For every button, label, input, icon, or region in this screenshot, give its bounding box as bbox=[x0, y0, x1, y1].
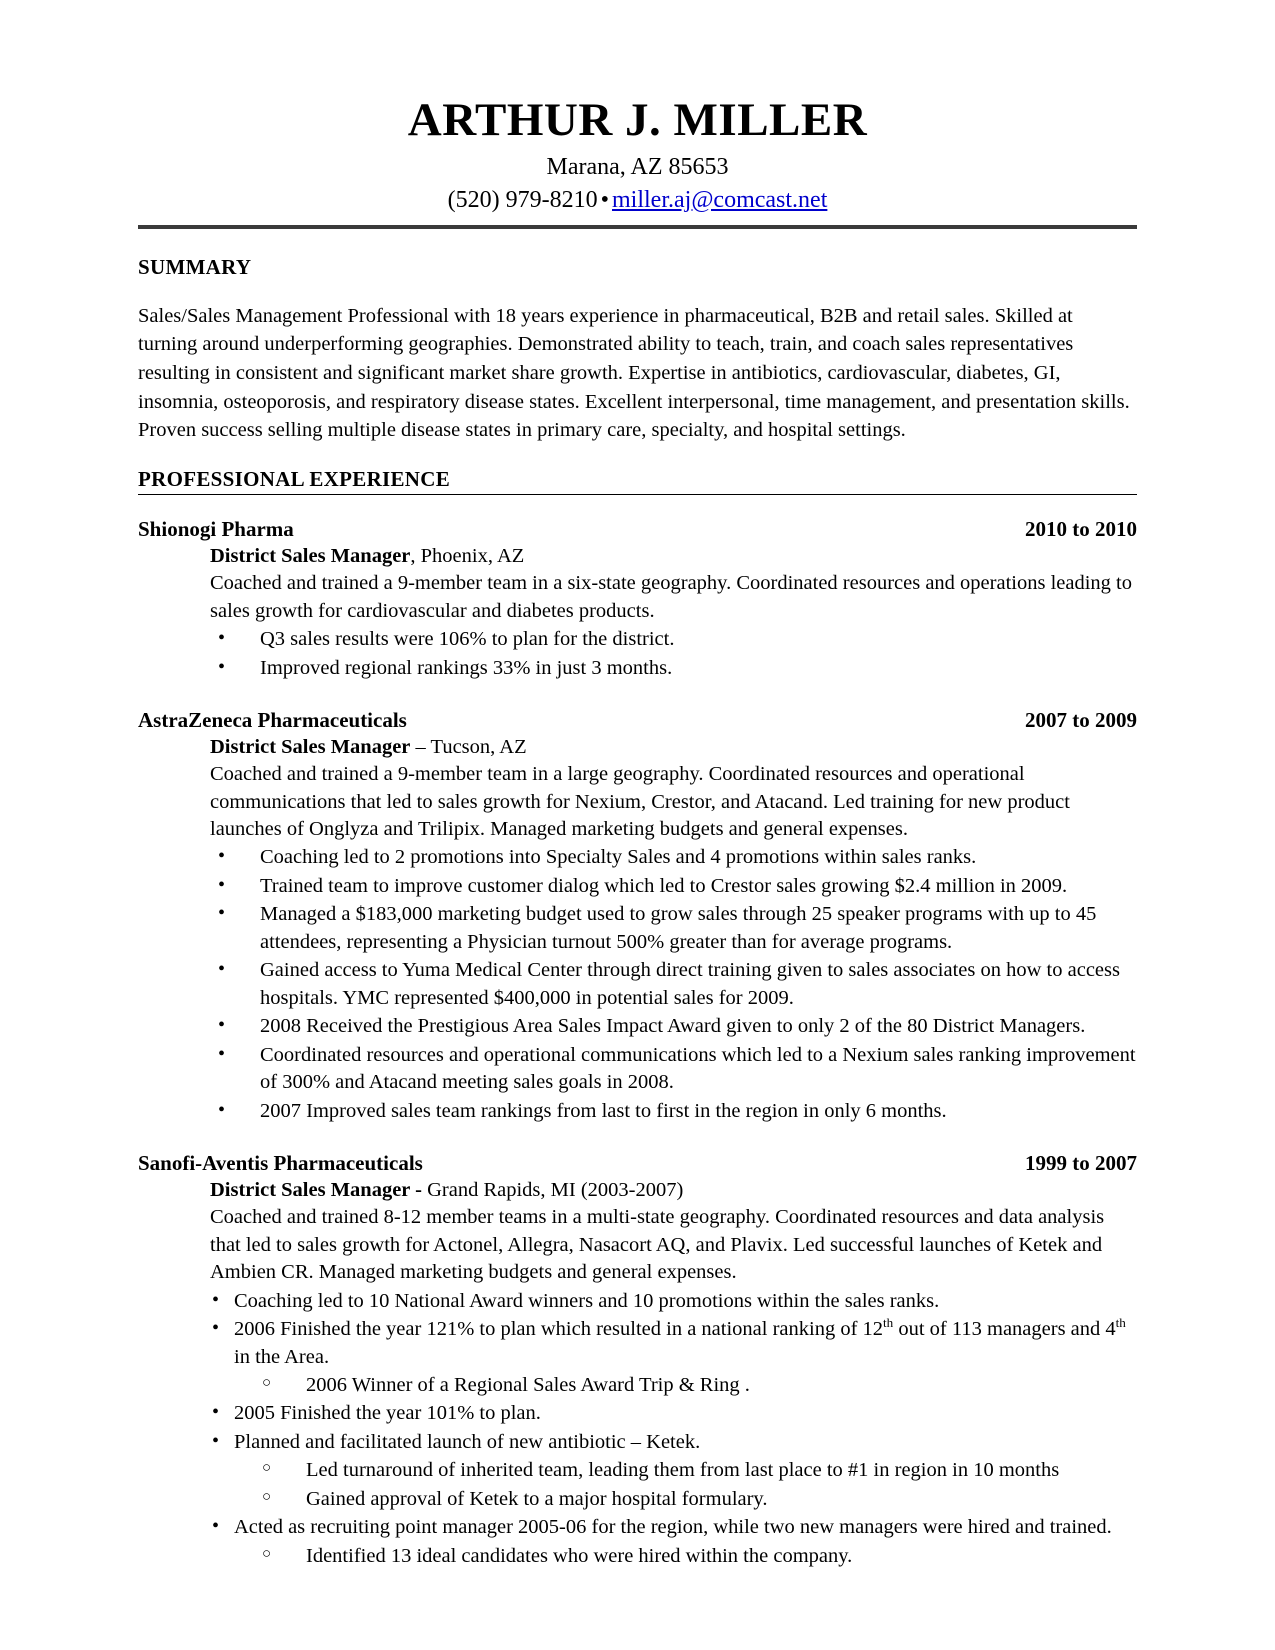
bullet-text: Planned and facilitated launch of new antibiotic – Ketek. bbox=[234, 1430, 701, 1453]
bullet-text: Coordinated resources and operational communications which led to a Nexium sales ranking improvement of 300% and Atacand meeting sales goals in 2008. bbox=[260, 1043, 1136, 1094]
bullet-item bbox=[210, 1042, 1137, 1097]
bullet-text: Gained approval of Ketek to a major hospital formulary. bbox=[306, 1487, 768, 1510]
contact-phone-email bbox=[138, 184, 1137, 216]
job-title: District Sales Manager bbox=[210, 736, 411, 759]
jobs-list bbox=[138, 517, 1137, 1570]
bullet-item bbox=[210, 626, 1137, 653]
job-dates: 2010 to 2010 bbox=[1025, 517, 1137, 542]
bullet-item bbox=[210, 655, 1137, 682]
job-entry bbox=[138, 1151, 1137, 1570]
job-body bbox=[138, 543, 1137, 682]
experience-heading: PROFESSIONAL EXPERIENCE bbox=[138, 467, 451, 492]
job-company: Shionogi Pharma bbox=[138, 517, 294, 542]
job-entry bbox=[138, 708, 1137, 1125]
job-location: , Phoenix, AZ bbox=[410, 545, 525, 568]
bullet-text: Managed a $183,000 marketing budget used to grow sales through 25 speaker programs with up to 45 attendees, representing a Physician turnout 500% greater than for average programs. bbox=[260, 903, 1097, 953]
contact-separator: • bbox=[600, 186, 609, 213]
bullet-text: Q3 sales results were 106% to plan for the district. bbox=[260, 628, 675, 651]
sub-bullet-item bbox=[234, 1486, 1137, 1513]
job-company: AstraZeneca Pharmaceuticals bbox=[138, 708, 407, 733]
sub-bullet-item bbox=[234, 1457, 1137, 1484]
experience-heading-rule bbox=[138, 494, 1137, 495]
job-dates: 2007 to 2009 bbox=[1025, 708, 1137, 733]
sub-bullet-item bbox=[234, 1543, 1137, 1570]
bullet-text: 2007 Improved sales team rankings from last to first in the region in only 6 months. bbox=[260, 1099, 947, 1122]
bullet-text: Acted as recruiting point manager 2005-06 for the region, while two new managers were hired and trained. bbox=[234, 1516, 1112, 1539]
job-entry bbox=[138, 517, 1137, 682]
job-title: District Sales Manager bbox=[210, 545, 411, 568]
bullet-text: Identified 13 ideal candidates who were hired within the company. bbox=[306, 1544, 853, 1567]
bullet-text: 2006 Winner of a Regional Sales Award Trip & Ring . bbox=[306, 1374, 750, 1397]
sub-bullet-list bbox=[234, 1543, 1137, 1570]
job-location: Grand Rapids, MI (2003-2007) bbox=[421, 1179, 684, 1202]
job-location: – Tucson, AZ bbox=[410, 736, 527, 759]
phone-number: (520) 979-8210 bbox=[447, 186, 598, 213]
job-title-line bbox=[210, 543, 1137, 570]
job-headline bbox=[138, 708, 1137, 733]
sub-bullet-list bbox=[234, 1457, 1137, 1513]
bullet-list bbox=[210, 844, 1137, 1125]
summary-heading: SUMMARY bbox=[138, 254, 252, 279]
job-title-line bbox=[210, 1177, 1137, 1204]
bullet-text: 2008 Received the Prestigious Area Sales Impact Award given to only 2 of the 80 District Managers. bbox=[260, 1015, 1086, 1038]
bullet-item bbox=[210, 901, 1137, 956]
bullet-item bbox=[210, 1316, 1137, 1399]
bullet-item bbox=[210, 1429, 1137, 1513]
sub-bullet-item bbox=[234, 1372, 1137, 1399]
job-company: Sanofi-Aventis Pharmaceuticals bbox=[138, 1151, 423, 1176]
job-description: Coached and trained a 9-member team in a large geography. Coordinated resources and operational communications that led to sales growth for Nexium, Crestor, and Atacand. Led training for new product launches of Onglyza and Trilipix. Managed marketing budgets and general expenses. bbox=[210, 763, 1070, 840]
job-headline bbox=[138, 517, 1137, 542]
bullet-list bbox=[210, 1288, 1137, 1571]
bullet-item bbox=[210, 1514, 1137, 1570]
job-description: Coached and trained a 9-member team in a six-state geography. Coordinated resources and operations leading to sales growth for cardiovascular and diabetes products. bbox=[210, 572, 1132, 622]
bullet-list bbox=[210, 626, 1137, 682]
bullet-text: 2005 Finished the year 101% to plan. bbox=[234, 1402, 541, 1425]
bullet-item bbox=[210, 873, 1137, 900]
contact-location: Marana, AZ 85653 bbox=[546, 154, 729, 181]
summary-section bbox=[138, 255, 1137, 445]
experience-section bbox=[138, 467, 1137, 1570]
job-dates: 1999 to 2007 bbox=[1025, 1151, 1137, 1176]
bullet-item bbox=[210, 1288, 1137, 1315]
bullet-item bbox=[210, 1098, 1137, 1125]
bullet-text: Coaching led to 10 National Award winners and 10 promotions within the sales ranks. bbox=[234, 1289, 940, 1312]
bullet-text: Improved regional rankings 33% in just 3 months. bbox=[260, 656, 673, 679]
job-title-line bbox=[210, 734, 1137, 761]
candidate-name: ARTHUR J. MILLER bbox=[407, 94, 868, 146]
bullet-text: Led turnaround of inherited team, leading them from last place to #1 in region in 10 months bbox=[306, 1459, 1060, 1482]
job-description: Coached and trained 8-12 member teams in a multi-state geography. Coordinated resources and data analysis that led to sales growth for Actonel, Allegra, Nasacort AQ, and Plavix. Led successful launches of Ketek and Ambien CR. Managed marketing budgets and general expenses. bbox=[210, 1206, 1105, 1284]
job-headline bbox=[138, 1151, 1137, 1176]
bullet-text: Trained team to improve customer dialog which led to Crestor sales growing $2.4 million in 2009. bbox=[260, 874, 1068, 897]
bullet-item bbox=[210, 1400, 1137, 1427]
bullet-item bbox=[210, 844, 1137, 871]
resume-header bbox=[138, 0, 1137, 216]
bullet-text: Gained access to Yuma Medical Center through direct training given to sales associates on how to access hospitals. YMC represented $400,000 in potential sales for 2009. bbox=[260, 959, 1120, 1009]
summary-text: Sales/Sales Management Professional with 18 years experience in pharmaceutical, B2B and retail sales. Skilled at turning around underperforming geographies. Demonstrated ability to teach, train, and coach sales representatives resulting in consistent and significant market share growth. Expertise in antibiotics, cardiovascular, diabetes, GI, insomnia, osteoporosis, and respiratory disease states. Excellent interpersonal, time management, and presentation skills. Proven success selling multiple disease states in primary care, specialty, and hospital settings. bbox=[138, 304, 1130, 442]
bullet-text: 2006 Finished the year 121% to plan which resulted in a national ranking of 12th out of 113 managers and 4th in the Area. bbox=[234, 1315, 1126, 1368]
sub-bullet-list bbox=[234, 1372, 1137, 1399]
email-link[interactable]: miller.aj@comcast.net bbox=[612, 186, 828, 213]
job-title: District Sales Manager - bbox=[210, 1179, 422, 1202]
bullet-text: Coaching led to 2 promotions into Specialty Sales and 4 promotions within sales ranks. bbox=[260, 846, 977, 869]
header-divider bbox=[138, 225, 1137, 229]
job-body bbox=[138, 734, 1137, 1125]
job-body bbox=[138, 1177, 1137, 1570]
bullet-item bbox=[210, 957, 1137, 1012]
bullet-item bbox=[210, 1013, 1137, 1040]
